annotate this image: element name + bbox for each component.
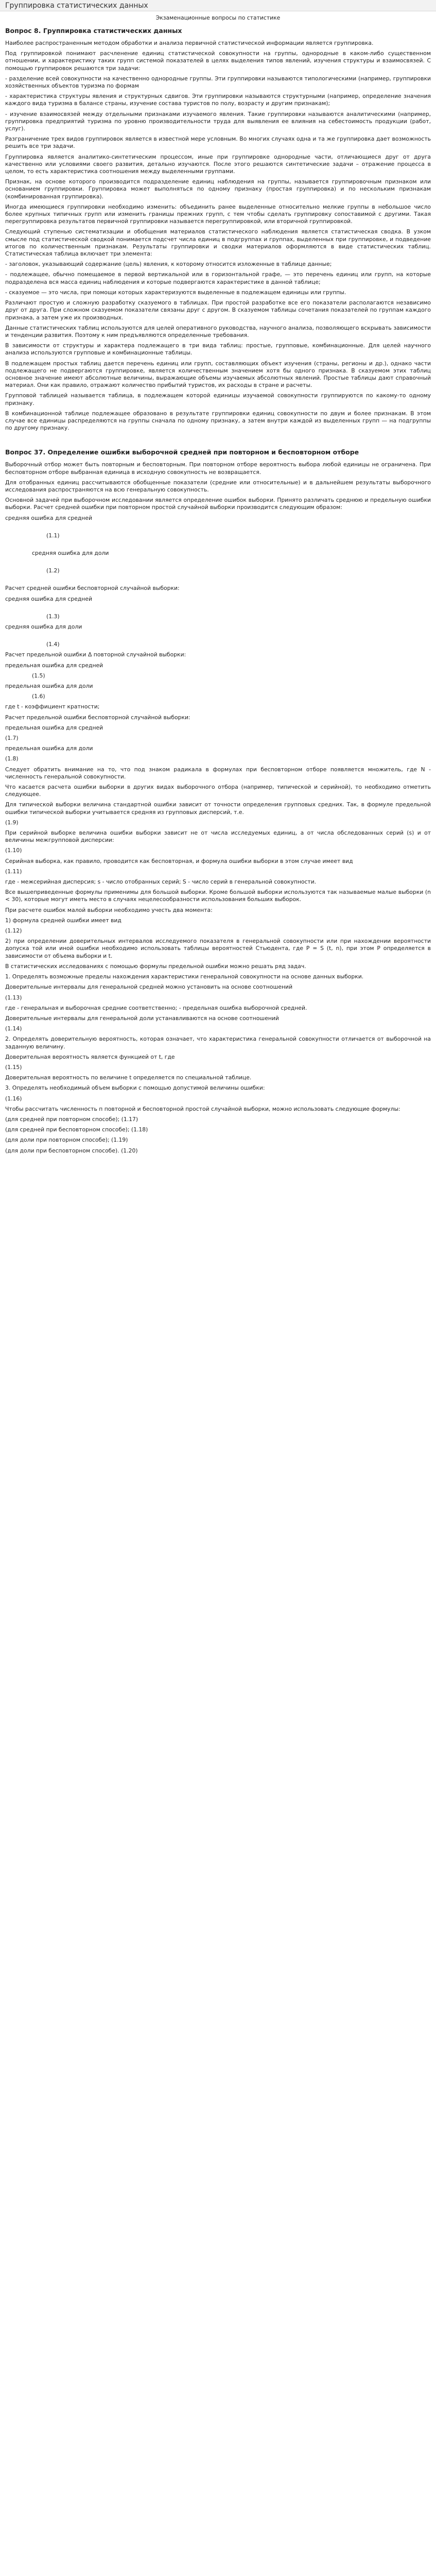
- paragraph: средняя ошибка для средней: [5, 595, 93, 602]
- paragraph: где t - коэффициент кратности;: [5, 703, 100, 710]
- paragraph: Под группировкой понимают расчленение единиц статистической совокупности на группы, однородные в каком-либо существенном отношении, и характеристику таких групп системой показателей в целях выделения типов явлений, изучения структуры и взаимосвязей. С помощью группировок решаются три задачи:: [5, 50, 431, 72]
- paragraph: (1.8): [5, 755, 19, 762]
- question-37-heading: Вопрос 37. Определение ошибки выборочной средней при повторном и бесповторном отборе: [5, 448, 359, 456]
- paragraph: Различают простую и сложную разработку сказуемого в таблицах. При простой разработке все его показатели располагаются независимо друг от друга. При сложном сказуемом показатели связаны друг с другом. В сказуемом таблицы сочетания показателей по группам каждого признака, а затем уже их производных.: [5, 299, 431, 321]
- paragraph: (1.12): [5, 927, 22, 935]
- paragraph: средняя ошибка для доли: [32, 549, 109, 556]
- paragraph: Расчет предельной ошибки Δ повторной случайной выборки:: [5, 651, 186, 658]
- paragraph: предельная ошибка для доли: [5, 745, 93, 752]
- paragraph: (1.6): [32, 693, 45, 700]
- paragraph: Расчет средней ошибки бесповторной случайной выборки:: [5, 585, 180, 592]
- blank-line: [5, 525, 431, 532]
- question-8-heading: Вопрос 8. Группировка статистических данных: [5, 27, 182, 35]
- paragraph: Все вышеприведенные формулы применимы для большой выборки. Кроме большой выборки используются так называемые малые выборки (n < 30), которые могут иметь место в случаях нецелесообразности использования больших выборок.: [5, 889, 431, 903]
- paragraph: Чтобы рассчитать численность п повторной и бесповторной простой случайной выборки, можно использовать следующие формулы:: [5, 1105, 400, 1112]
- paragraph: Выборочный отбор может быть повторным и бесповторным. При повторном отборе вероятность выбора любой единицы не ограничена. При бесповторном отборе выбранная единица в исходную совокупность не возвращается.: [5, 461, 431, 476]
- paragraph: Доверительная вероятность по величине t определяется по специальной таблице.: [5, 1074, 252, 1081]
- paragraph: При серийной выборке величина ошибки выборки зависит не от числа исследуемых единиц, а от числа обследованных серий (s) и от величины межгрупповой дисперсии:: [5, 829, 431, 844]
- paragraph: (1.5): [32, 672, 45, 679]
- paragraph: Серийная выборка, как правило, проводится как бесповторная, и формула ошибки выборки в этом случае имеет вид: [5, 857, 353, 865]
- blank-line: [5, 560, 431, 567]
- paragraph: (1.16): [5, 1095, 22, 1102]
- question-37-section: [5, 448, 431, 1154]
- paragraph: Доверительные интервалы для генеральной средней можно установить на основе соотношений: [5, 984, 293, 991]
- paragraph: Иногда имеющиеся группировки необходимо изменить: объединить ранее выделенные относительно мелкие группы в небольшое число более крупных типичных групп или изменить границы прежних групп, с тем чтобы сделать группировку сопоставимой с другими. Такая перегруппировка результатов первичной группировки называется перегруппировкой, или вторичной группировкой.: [5, 203, 431, 225]
- blank-line: [5, 543, 431, 550]
- paragraph: (1.7): [5, 735, 19, 742]
- paragraph: - подлежащее, обычно помещаемое в первой вертикальной или в горизонтальной графе, — это перечень единиц или групп, на которые подразделена вся масса единиц наблюдения и которые подвергаются характеристике в данной таблице;: [5, 271, 431, 285]
- paragraph: 1) формула средней ошибки имеет вид: [5, 917, 121, 924]
- paragraph: - заголовок, указывающий содержание (цель) явления, к которому относится изложенные в таблице данные;: [5, 261, 332, 268]
- page-title: Группировка статистических данных: [5, 2, 148, 10]
- paragraph: где - генеральная и выборочная средние соответственно; - предельная ошибка выборочной средней.: [5, 1004, 307, 1011]
- paragraph: предельная ошибка для доли: [5, 683, 93, 689]
- blank-line: [5, 578, 431, 585]
- equation-number: (1.3): [46, 613, 60, 620]
- paragraph: (для средней при бесповторном способе); (1.18): [5, 1126, 148, 1133]
- paragraph: Основной задачей при выборочном исследовании является определение ошибок выборки. Принято различать среднюю и предельную ошибки выборки. Расчет средней ошибки при повторном простой случайной выборки производится следующим образом:: [5, 497, 431, 511]
- blank-line: [5, 606, 431, 613]
- paragraph: (1.13): [5, 994, 22, 1001]
- paragraph: В подлежащем простых таблиц дается перечень единиц или групп, составляющих объект изучения (страны, регионы и др.), однако части подлежащего не подвергаются группировке, является количественным значением хотя бы одного признака. В сказуемом этих таблиц основное значение имеют абсолютные величины, выражающие объемы изучаемых абсолютных явлений. Простые таблицы дают справочный материал. Они как правило, отражают количество прибытий туристов, их расходы в стране и расчеты.: [5, 360, 431, 389]
- paragraph: (для средней при повторном способе); (1.17): [5, 1115, 138, 1123]
- paragraph: Для отобранных единиц рассчитываются обобщенные показатели (средние или относительные) и в дальнейшем результаты выборочного исследования распространяются на всю генеральную совокупность.: [5, 479, 431, 493]
- paragraph: (1.9): [5, 819, 19, 826]
- paragraph: предельная ошибка для средней: [5, 724, 103, 731]
- paragraph: В зависимости от структуры и характера подлежащего в три вида таблиц: простые, групповые, комбинационные. Для целей научного анализа используются групповые и комбинационные таблицы.: [5, 342, 431, 357]
- paragraph: Доверительная вероятность является функцией от t, где: [5, 1053, 175, 1060]
- paragraph: В статистических исследованиях с помощью формулы предельной ошибки можно решать ряд задач.: [5, 962, 306, 970]
- paragraph: 2) при определении доверительных интервалов исследуемого показателя в генеральной совокупности или при нахождении вероятности допуска той или иной ошибки необходимо использовать таблицы вероятностей Стьюдента, где P = S (t, n), при этом P определяется в зависимости от объема выборки и t.: [5, 938, 431, 959]
- paragraph: Следует обратить внимание на то, что под знаком радикала в формулах при бесповторном отборе появляется множитель, где N - численность генеральной совокупности.: [5, 766, 431, 780]
- paragraph: предельная ошибка для средней: [5, 662, 103, 669]
- paragraph: Доверительные интервалы для генеральной доли устанавливаются на основе соотношений: [5, 1014, 279, 1022]
- equation-number: (1.2): [46, 567, 60, 574]
- equation-number: (1.1): [46, 532, 60, 539]
- paragraph: где - межсерийная дисперсия; s - число отобранных серий; S - число серий в генеральной совокупности.: [5, 878, 317, 886]
- page-header: [0, 0, 436, 11]
- paragraph: (1.10): [5, 847, 22, 854]
- paragraph: средняя ошибка для доли: [5, 623, 82, 630]
- paragraph: - сказуемое — это числа, при помощи которых характеризуются выделенные в подлежащем единицы или группы.: [5, 289, 346, 296]
- paragraph: - разделение всей совокупности на качественно однородные группы. Эти группировки называются типологическими (например, группировки хозяйственных объектов туризма по формам: [5, 75, 431, 90]
- paragraph: 3. Определять необходимый объем выборки с помощью допустимой величины ошибки:: [5, 1084, 265, 1092]
- paragraph: (1.15): [5, 1063, 22, 1071]
- paragraph: - изучение взаимосвязей между отдельными признаками изучаемого явления. Такие группировки называются аналитическими (например, группировка предприятий туризма по уровню производительности труда для выявления ее влияния на себестоимость продукции (работ, услуг).: [5, 110, 431, 132]
- document-subtitle: Экзаменационные вопросы по статистике: [155, 14, 281, 21]
- paragraph: средняя ошибка для средней: [5, 514, 93, 521]
- paragraph: (1.14): [5, 1025, 22, 1032]
- paragraph: При расчете ошибок малой выборки необходимо учесть два момента:: [5, 906, 213, 913]
- paragraph: 2. Определять доверительную вероятность, которая означает, что характеристика генеральной совокупности отличается от выборочной на заданную величину.: [5, 1036, 431, 1050]
- paragraph: Наиболее распространенным методом обработки и анализа первичной статистической информации является группировка.: [5, 40, 374, 46]
- paragraph: (для доли при повторном способе); (1.19): [5, 1137, 128, 1144]
- paragraph: Групповой таблицей называется таблица, в подлежащем которой единицы изучаемой совокупности группируются по какому-то одному признаку.: [5, 392, 431, 406]
- question-8-section: [5, 27, 431, 432]
- paragraph: Следующий ступенью систематизации и обобщения материалов статистического наблюдения является статистическая сводка. В узком смысле под статистической сводкой понимается подсчет числа единиц в подгруппах и группах, выделенных при группировке, и подведение итогов по количественным признакам. Результаты группировки и сводки материалов оформляются в виде статистических таблиц. Статистическая таблица включает три элемента:: [5, 228, 431, 258]
- paragraph: (для доли при бесповторном способе). (1.20): [5, 1147, 138, 1154]
- blank-line: [5, 634, 431, 641]
- paragraph: 1. Определять возможные пределы нахождения характеристики генеральной совокупности на основе данных выборки.: [5, 973, 364, 980]
- paragraph: (1.11): [5, 868, 22, 875]
- equation-number: (1.4): [46, 641, 60, 648]
- paragraph: Группировка является аналитико-синтетическим процессом, иные при группировке однородные части, отличающиеся друг от друга качественно или условиями своего развития, детально изучаются. После этого решаются синтетические задачи – отражение процесса в целом, то есть характеристика соотношения между выделенными группами.: [5, 153, 431, 175]
- paragraph: Данные статистических таблиц используются для целей оперативного руководства, научного анализа, позволяющего вскрывать зависимости и тенденции развития. Поэтому к ним предъявляются определенные требования.: [5, 324, 431, 338]
- paragraph: Расчет предельной ошибки бесповторной случайной выборки:: [5, 714, 190, 721]
- paragraph: Что касается расчета ошибки выборки в других видах выборочного отбора (например, типической и серийной), то необходимо отметить следующее.: [5, 784, 431, 798]
- paragraph: Разграничение трех видов группировок является в известной мере условным. Во многих случаях одна и та же группировка дает возможность решить все три задачи.: [5, 135, 431, 150]
- paragraph: Для типической выборки величина стандартной ошибки зависит от точности определения групповых средних. Так, в формуле предельной ошибки типической выборки учитывается средняя из групповых дисперсий, т.е.: [5, 801, 431, 816]
- paragraph: Признак, на основе которого производится подразделение единиц наблюдения на группы, называется группировочным признаком или основанием группировки. Группировка может выполняться по одному признаку (простая группировка) и по нескольким признакам (комбинированная группировка).: [5, 178, 431, 200]
- paragraph: - характеристика структуры явления и структурных сдвигов. Эти группировки называются структурными (например, определение значения каждого вида туризма в балансе страны, изучение состава туристов по полу, возрасту и другим признакам);: [5, 93, 431, 107]
- document-body: [0, 11, 436, 1168]
- paragraph: В комбинационной таблице подлежащее образовано в результате группировки единиц совокупности по двум и более признакам. В этом случае все единицы распределяются на группы сначала по одному признаку, а затем внутри каждой из выделенных групп — на подгруппы по другому признаку.: [5, 410, 431, 432]
